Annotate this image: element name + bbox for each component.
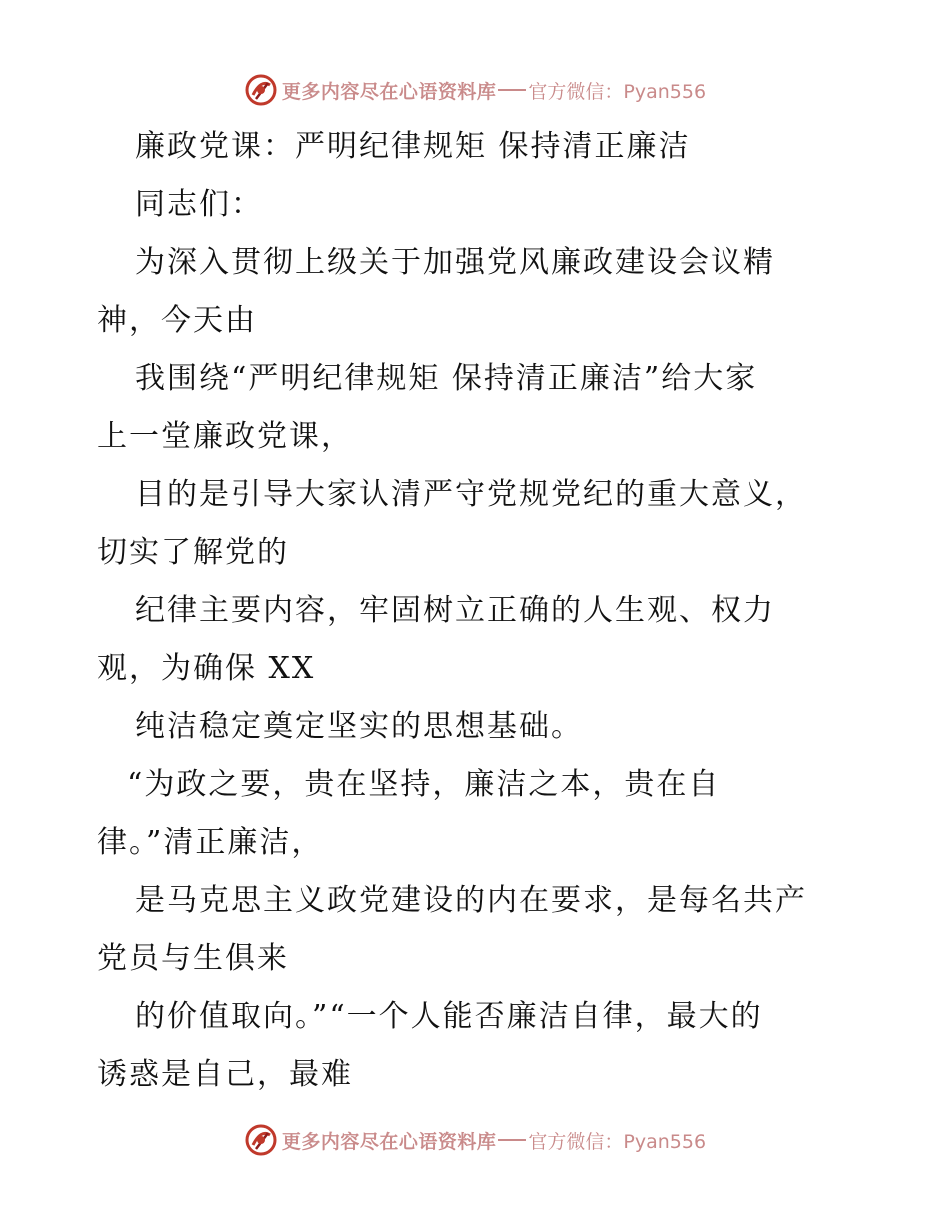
paragraph-line: 观，为确保 XX bbox=[97, 651, 316, 686]
red-pen-swirl-icon bbox=[244, 73, 278, 107]
banner-wechat: 官方微信：Pyan556 bbox=[528, 80, 707, 103]
paragraph-line: 上一堂廉政党课， bbox=[97, 419, 353, 454]
red-pen-swirl-icon bbox=[244, 1123, 278, 1157]
paragraph-line: 神，今天由 bbox=[97, 303, 257, 338]
paragraph-line: 切实了解党的 bbox=[97, 535, 289, 570]
banner-divider bbox=[498, 89, 526, 91]
banner-wechat: 官方微信：Pyan556 bbox=[528, 1130, 707, 1153]
header-banner bbox=[0, 70, 950, 110]
paragraph-line: 为深入贯彻上级关于加强党风廉政建设会议精 bbox=[135, 245, 775, 280]
paragraph-line: 是马克思主义政党建设的内在要求，是每名共产 bbox=[135, 883, 807, 918]
paragraph-line: 我围绕“严明纪律规矩 保持清正廉洁”给大家 bbox=[135, 361, 758, 396]
paragraph-line: 的价值取向。”“一个人能否廉洁自律，最大的 bbox=[135, 999, 763, 1034]
footer-banner bbox=[0, 1120, 950, 1160]
doc-title: 廉政党课：严明纪律规矩 保持清正廉洁 bbox=[135, 129, 691, 164]
banner-title: 更多内容尽在心语资料库 bbox=[281, 80, 497, 103]
paragraph-line: “为政之要，贵在坚持，廉洁之本，贵在自 bbox=[127, 767, 721, 802]
paragraph-line: 纪律主要内容，牢固树立正确的人生观、权力 bbox=[135, 593, 775, 628]
banner-title: 更多内容尽在心语资料库 bbox=[281, 1130, 497, 1153]
paragraph-line: 党员与生俱来 bbox=[97, 941, 289, 976]
paragraph-line: 目的是引导大家认清严守党规党纪的重大意义， bbox=[135, 477, 807, 512]
paragraph-line: 律。”清正廉洁， bbox=[97, 825, 324, 860]
salutation: 同志们： bbox=[135, 187, 263, 222]
banner-divider bbox=[498, 1139, 526, 1141]
paragraph-line: 诱惑是自己，最难 bbox=[97, 1057, 353, 1092]
paragraph-line: 纯洁稳定奠定坚实的思想基础。 bbox=[135, 709, 583, 744]
document-body bbox=[97, 118, 857, 1104]
